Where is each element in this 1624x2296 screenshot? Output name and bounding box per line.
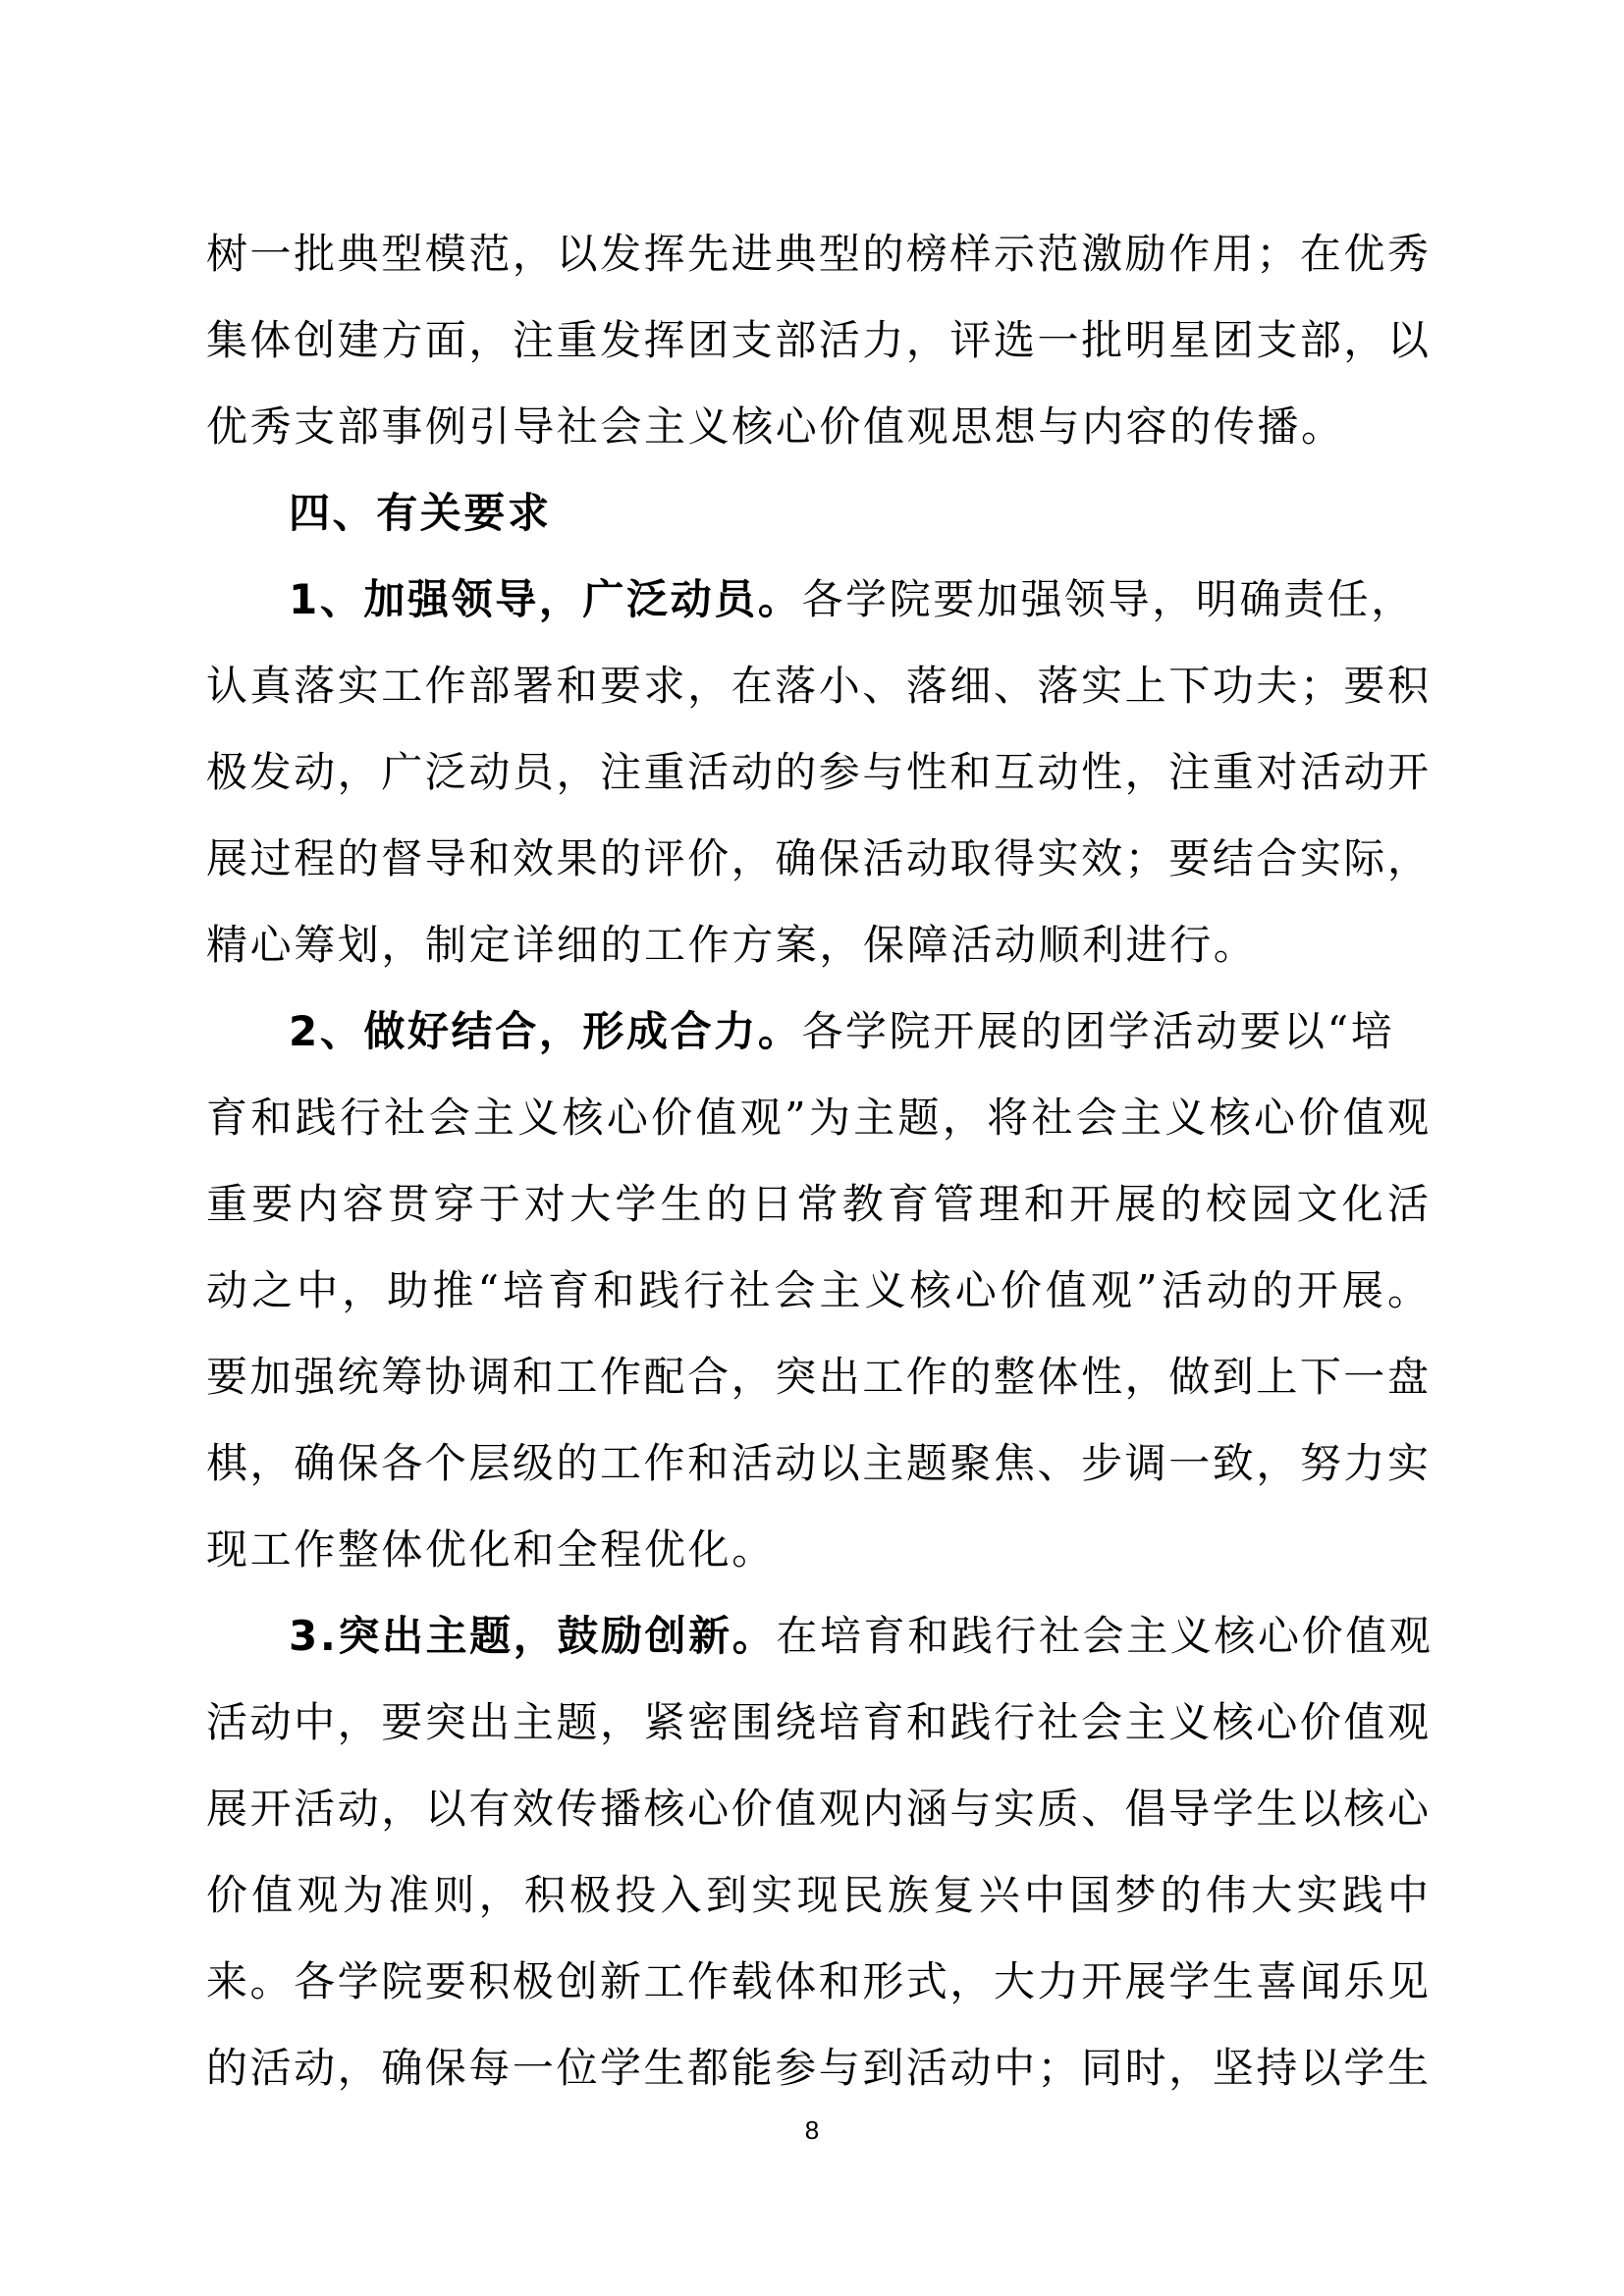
paragraph-line: 的活动，确保每一位学生都能参与到活动中；同时，坚持以学生 — [206, 2044, 1429, 2092]
item-2-title: 2、做好结合，形成合力。 — [289, 1007, 802, 1055]
item-1-first-line — [289, 570, 1415, 629]
paragraph-line: 集体创建方面，注重发挥团支部活力，评选一批明星团支部，以 — [206, 316, 1429, 364]
paragraph-line: 展过程的督导和效果的评价，确保活动取得实效；要结合实际， — [206, 834, 1429, 882]
item-3-title: 3.突出主题，鼓励创新。 — [289, 1612, 777, 1660]
paragraph-line: 认真落实工作部署和要求，在落小、落细、落实上下功夫；要积 — [206, 662, 1429, 710]
item-3-first-line-text: 在培育和践行社会主义核心价值观 — [776, 1612, 1434, 1660]
paragraph-line: 活动中，要突出主题，紧密围绕培育和践行社会主义核心价值观 — [206, 1698, 1429, 1746]
paragraph-line: 育和践行社会主义核心价值观”为主题，将社会主义核心价值观 — [206, 1094, 1429, 1142]
item-2-first-line-text: 各学院开展的团学活动要以“培 — [801, 1007, 1395, 1055]
paragraph-line: 优秀支部事例引导社会主义核心价值观思想与内容的传播。 — [206, 402, 1345, 451]
page-number: 8 — [804, 2115, 820, 2145]
section-heading: 四、有关要求 — [289, 489, 552, 537]
paragraph-line: 重要内容贯穿于对大学生的日常教育管理和开展的校园文化活 — [206, 1180, 1429, 1228]
paragraph-line: 展开活动，以有效传播核心价值观内涵与实质、倡导学生以核心 — [206, 1785, 1429, 1833]
item-3-first-line — [289, 1607, 1433, 1666]
paragraph-line: 树一批典型模范，以发挥先进典型的榜样示范激励作用；在优秀 — [206, 230, 1429, 278]
item-1-first-line-text: 各学院要加强领导，明确责任， — [801, 575, 1415, 623]
paragraph-line: 要加强统筹协调和工作配合，突出工作的整体性，做到上下一盘 — [206, 1353, 1429, 1401]
paragraph-line: 精心筹划，制定详细的工作方案，保障活动顺利进行。 — [206, 921, 1258, 969]
item-2-first-line — [289, 1002, 1394, 1061]
item-1-title: 1、加强领导，广泛动员。 — [289, 575, 802, 623]
paragraph-line: 价值观为准则，积极投入到实现民族复兴中国梦的伟大实践中 — [206, 1871, 1429, 1919]
paragraph-line: 现工作整体优化和全程优化。 — [206, 1525, 776, 1574]
paragraph-line: 动之中，助推“培育和践行社会主义核心价值观”活动的开展。 — [206, 1266, 1429, 1314]
paragraph-line: 来。各学院要积极创新工作载体和形式，大力开展学生喜闻乐见 — [206, 1957, 1429, 2005]
paragraph-line: 棋，确保各个层级的工作和活动以主题聚焦、步调一致，努力实 — [206, 1439, 1429, 1487]
paragraph-line: 极发动，广泛动员，注重活动的参与性和互动性，注重对活动开 — [206, 748, 1429, 796]
